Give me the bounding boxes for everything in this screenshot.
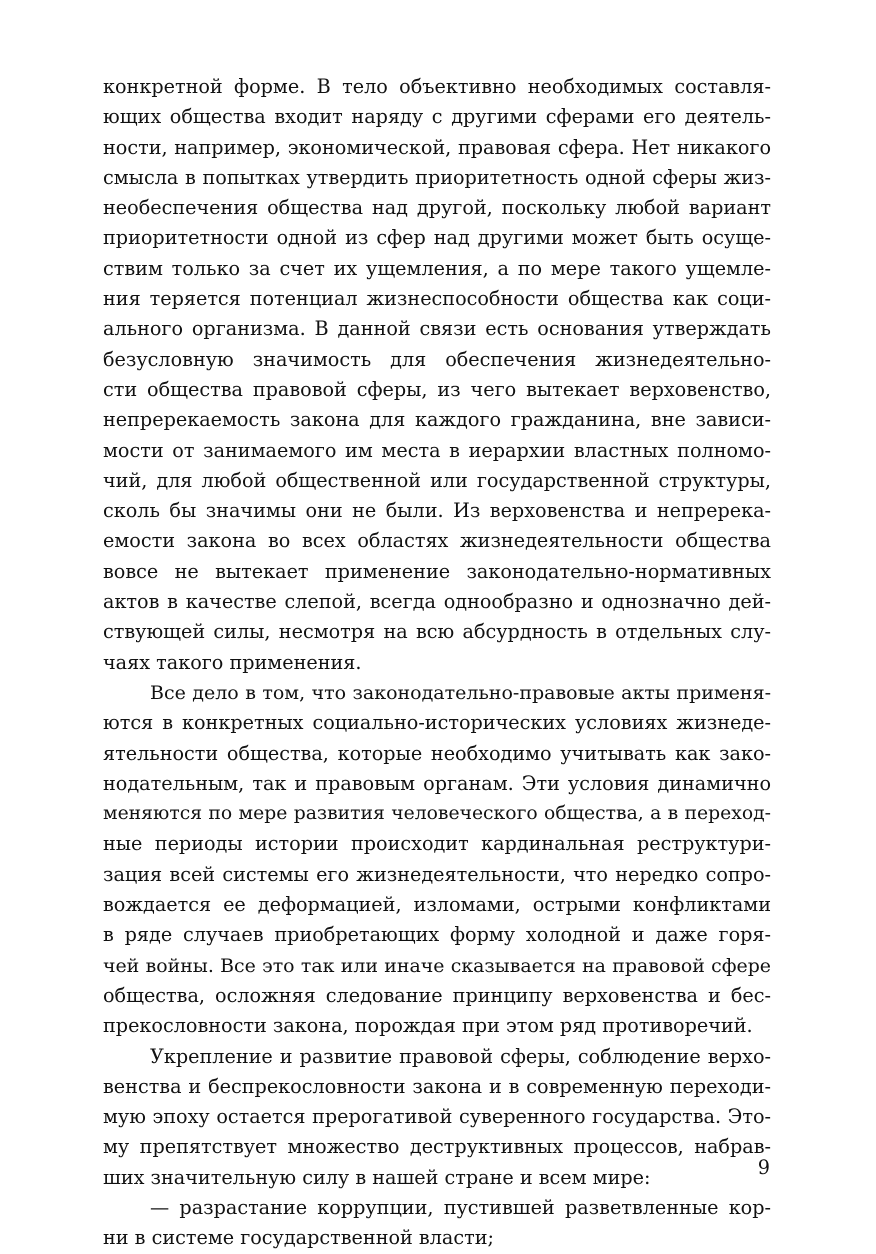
text-line: смысла в попытках утвердить приоритетность одной сферы жиз- — [103, 165, 771, 189]
text-line: непререкаемость закона для каждого гражданина, вне зависи- — [103, 408, 771, 432]
text-line: чаях такого применения. — [103, 650, 362, 674]
text-line: ются в конкретных социально-исторических условиях жизнеде- — [103, 711, 771, 735]
text-line: ших значительную силу в нашей стране и всем мире: — [103, 1165, 651, 1189]
text-line: мости от занимаемого им места в иерархии властных полномо- — [103, 438, 771, 462]
text-line: сколь бы значимы они не были. Из верховенства и непререка- — [103, 499, 771, 523]
text-line: приоритетности одной из сфер над другими может быть осуще- — [103, 226, 771, 250]
text-line: ности, например, экономической, правовая сфера. Нет никакого — [103, 135, 771, 159]
text-line: Укрепление и развитие правовой сферы, соблюдение верхо- — [150, 1044, 771, 1068]
text-line: венства и беспрекословности закона и в современную переходи- — [103, 1074, 771, 1098]
text-line: ятельности общества, которые необходимо учитывать как зако- — [103, 741, 771, 765]
paragraph — [103, 72, 771, 678]
text-line: общества, осложняя следование принципу верховенства и бес- — [103, 983, 771, 1007]
text-line: Все дело в том, что законодательно-правовые акты применя- — [150, 681, 771, 704]
text-line: емости закона во всех областях жизнедеятельности общества — [103, 529, 771, 553]
text-line: необеспечения общества над другой, поскольку любой вариант — [103, 196, 771, 220]
text-line: прекословности закона, порождая при этом ряд противоречий. — [103, 1014, 753, 1038]
text-line: ные периоды истории происходит кардинальная реструктури- — [103, 832, 771, 856]
text-line: вождается ее деформацией, изломами, острыми конфликтами — [103, 893, 771, 917]
text-line: нодательным, так и правовым органам. Эти условия динамично — [103, 771, 771, 795]
text-line: ния теряется потенциал жизнеспособности общества как соци- — [103, 287, 771, 311]
text-line: чий, для любой общественной или государственной структуры, — [103, 468, 771, 492]
text-line: ющих общества входит наряду с другими сферами его деятель- — [103, 105, 771, 129]
text-line: сти общества правовой сферы, из чего вытекает верховенство, — [103, 377, 771, 401]
text-line: безусловную значимость для обеспечения жизнедеятельно- — [103, 347, 771, 371]
text-line: мую эпоху остается прерогативой суверенного государства. Это- — [103, 1105, 771, 1129]
page-number: 9 — [757, 1156, 770, 1179]
text-line: конкретной форме. В тело объективно необходимых составля- — [103, 75, 771, 98]
text-line: ствим только за счет их ущемления, а по мере такого ущемле- — [103, 256, 771, 280]
paragraph — [103, 1193, 771, 1254]
text-line: ального организма. В данной связи есть основания утверждать — [103, 317, 771, 341]
text-line: актов в качестве слепой, всегда однообразно и однозначно дей- — [103, 590, 771, 614]
body-text — [103, 72, 771, 1254]
text-line: ствующей силы, несмотря на всю абсурдность в отдельных слу- — [103, 620, 771, 644]
text-line: вовсе не вытекает применение законодательно-нормативных — [103, 559, 771, 583]
text-line: чей войны. Все это так или иначе сказывается на правовой сфере — [103, 954, 771, 977]
text-line: — разрастание коррупции, пустившей разветвленные кор- — [150, 1195, 771, 1219]
text-line: меняются по мере развития человеческого общества, а в переход- — [103, 803, 771, 825]
paragraph — [103, 1042, 771, 1193]
text-line: зация всей системы его жизнедеятельности, что нередко сопро- — [103, 862, 771, 886]
text-line: в ряде случаев приобретающих форму холодной и даже горя- — [103, 923, 771, 947]
paragraph — [103, 678, 771, 1042]
text-line: ни в системе государственной власти; — [103, 1226, 494, 1250]
text-line: му препятствует множество деструктивных процессов, набрав- — [103, 1135, 771, 1159]
